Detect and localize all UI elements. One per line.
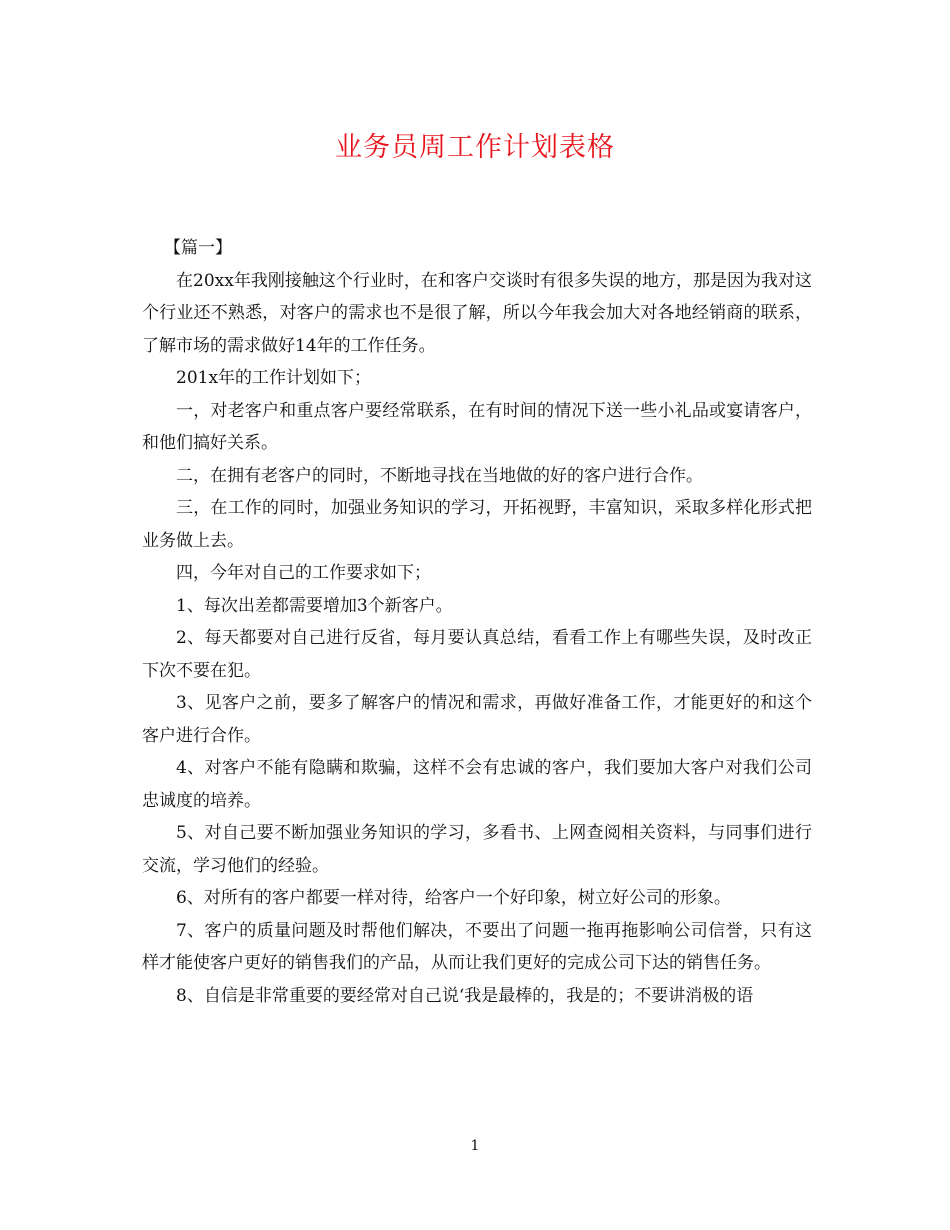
document-body [142,232,812,1012]
list-item: 1、每次出差都需要增加3个新客户。 [176,595,453,616]
page-number: 1 [470,1138,480,1154]
paragraph: 四，今年对自己的工作要求如下； [176,563,431,583]
paragraph: 在20xx年我刚接触这个行业时，在和客户交谈时有很多失误的地方，那是因为我对这个行业还不熟悉，对客户的需求也不是很了解，所以今年我会加大对各地经销商的联系，了解市场的需求做好14年的工作任务。 [142,270,812,356]
list-item: 2、每天都要对自己进行反省，每月要认真总结，看看工作上有哪些失误，及时改正下次不要在犯。 [142,628,812,681]
list-item: 8、自信是非常重要的要经常对自己说‘我是最棒的，我是的；不要讲消极的语 [176,985,754,1006]
paragraph: 201x年的工作计划如下； [176,368,372,388]
section-label: 【篇一】 [164,238,232,258]
list-item: 5、对自己要不断加强业务知识的学习，多看书、上网查阅相关资料，与同事们进行交流，学习他们的经验。 [142,823,812,876]
list-item: 7、客户的质量问题及时帮他们解决，不要出了问题一拖再拖影响公司信誉，只有这样才能使客户更好的销售我们的产品，从而让我们更好的完成公司下达的销售任务。 [142,920,812,973]
paragraph: 一，对老客户和重点客户要经常联系，在有时间的情况下送一些小礼品或宴请客户，和他们搞好关系。 [142,400,812,453]
document-title: 业务员周工作计划表格 [335,132,615,163]
paragraph: 三，在工作的同时，加强业务知识的学习，开拓视野，丰富知识，采取多样化形式把业务做上去。 [142,498,812,551]
list-item: 4、对客户不能有隐瞒和欺骗，这样不会有忠诚的客户，我们要加大客户对我们公司忠诚度的培养。 [142,758,812,811]
list-item: 6、对所有的客户都要一样对待，给客户一个好印象，树立好公司的形象。 [176,888,731,908]
list-item: 3、见客户之前，要多了解客户的情况和需求，再做好准备工作，才能更好的和这个客户进行合作。 [142,693,812,746]
paragraph: 二，在拥有老客户的同时，不断地寻找在当地做的好的客户进行合作。 [176,465,703,486]
